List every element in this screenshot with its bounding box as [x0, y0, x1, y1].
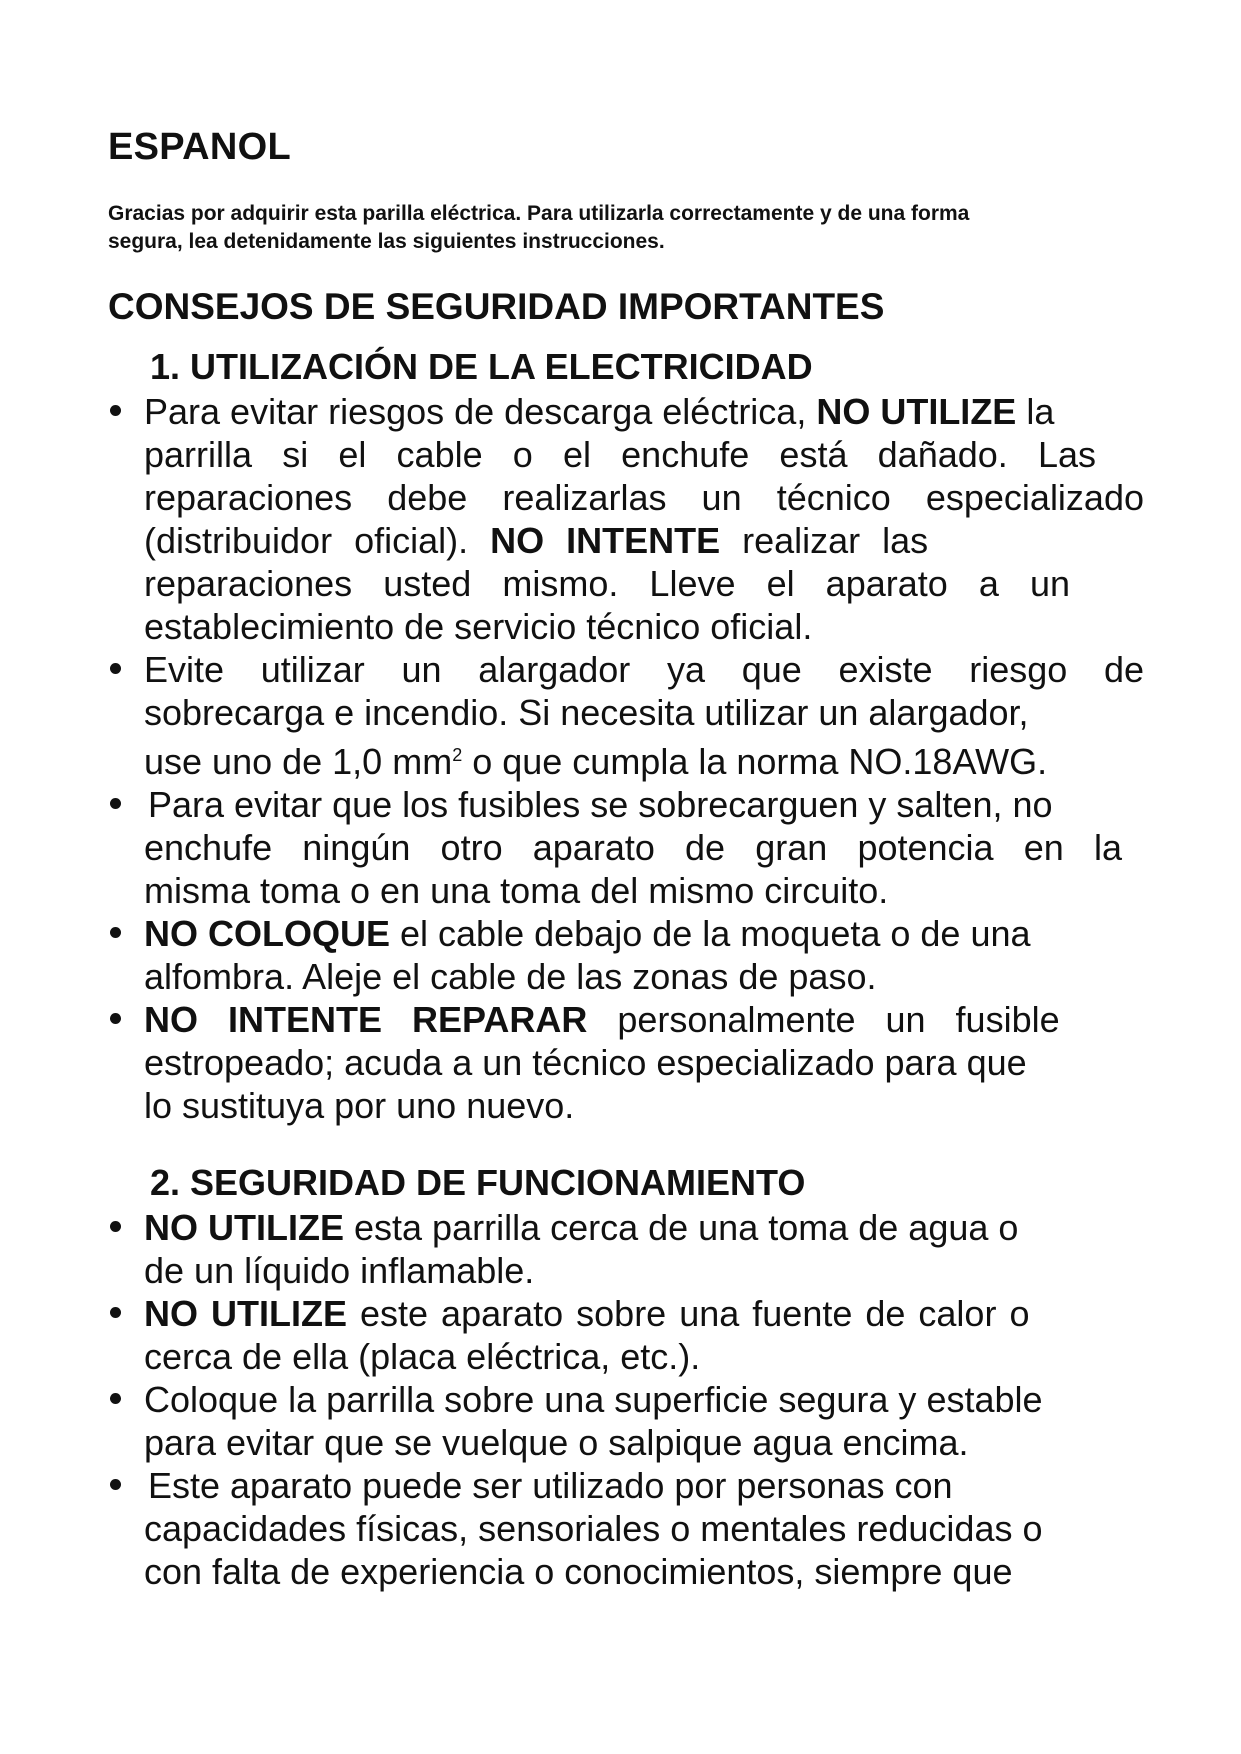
bullet-list-electricity	[106, 390, 1146, 1127]
list-item	[106, 1292, 1146, 1378]
text-line: reparaciones debe realizarlas un técnico especializado	[144, 477, 1144, 518]
text-line: (distribuidor oficial). NO INTENTE realizar las	[144, 520, 929, 561]
bullet-icon	[110, 1221, 121, 1232]
bullet-icon	[110, 1013, 121, 1024]
list-item	[106, 912, 1146, 998]
text-line: estropeado; acuda a un técnico especializado para que	[144, 1042, 1027, 1083]
text-line: parrilla si el cable o el enchufe está dañado. Las	[144, 434, 1096, 475]
text-line: con falta de experiencia o conocimientos, siempre que	[144, 1551, 1013, 1592]
text-line: Evite utilizar un alargador ya que existe riesgo de	[144, 649, 1144, 690]
bullet-list-operation	[106, 1206, 1146, 1593]
text-line: NO UTILIZE este aparato sobre una fuente de calor o	[144, 1293, 1030, 1334]
text-line: cerca de ella (placa eléctrica, etc.).	[144, 1336, 701, 1377]
bullet-icon	[110, 927, 121, 938]
text-line: para evitar que se vuelque o salpique agua encima.	[144, 1422, 969, 1463]
text-line: establecimiento de servicio técnico oficial.	[144, 606, 813, 647]
list-item	[106, 390, 1146, 648]
text-line: capacidades físicas, sensoriales o mentales reducidas o	[144, 1508, 1043, 1549]
bullet-icon	[110, 1307, 121, 1318]
text-line: misma toma o en una toma del mismo circuito.	[144, 870, 889, 911]
text-line: Coloque la parrilla sobre una superficie segura y estable	[144, 1379, 1043, 1420]
language-heading: ESPANOL	[108, 126, 291, 168]
list-item	[106, 1378, 1146, 1464]
text-line: NO UTILIZE esta parrilla cerca de una toma de agua o	[144, 1207, 1019, 1248]
list-item	[106, 998, 1146, 1127]
bullet-icon	[110, 405, 121, 416]
text-line: NO INTENTE REPARAR personalmente un fusible	[144, 999, 1060, 1040]
text-line: sobrecarga e incendio. Si necesita utilizar un alargador,	[144, 692, 1029, 733]
text-line: Para evitar que los fusibles se sobrecarguen y salten, no	[148, 784, 1053, 825]
bullet-icon	[110, 798, 121, 809]
list-item	[106, 1464, 1146, 1593]
list-item	[106, 648, 1146, 783]
text-line: alfombra. Aleje el cable de las zonas de paso.	[144, 956, 877, 997]
bullet-icon	[110, 1479, 121, 1490]
text-line: use uno de 1,0 $mm^2$ o que cumpla la norma NO.18AWG.	[144, 741, 1048, 782]
text-line: NO COLOQUE el cable debajo de la moqueta o de una	[144, 913, 1031, 954]
text-line: reparaciones usted mismo. Lleve el aparato a un	[144, 563, 1070, 604]
subsection-title-electricity: 1. UTILIZACIÓN DE LA ELECTRICIDAD	[150, 346, 813, 387]
subsection-title-operation: 2. SEGURIDAD DE FUNCIONAMIENTO	[150, 1162, 806, 1203]
bullet-icon	[110, 663, 121, 674]
section-heading: CONSEJOS DE SEGURIDAD IMPORTANTES	[108, 286, 885, 327]
intro-paragraph	[108, 200, 1108, 256]
intro-line: Gracias por adquirir esta parilla eléctrica. Para utilizarla correctamente y de una forma	[108, 202, 970, 225]
text-line: lo sustituya por uno nuevo.	[144, 1085, 575, 1126]
text-line: de un líquido inflamable.	[144, 1250, 535, 1291]
text-line: enchufe ningún otro aparato de gran potencia en la	[144, 827, 1122, 868]
list-item	[106, 783, 1146, 912]
text-line: Este aparato puede ser utilizado por personas con	[148, 1465, 953, 1506]
intro-line: segura, lea detenidamente las siguientes instrucciones.	[108, 230, 665, 253]
bullet-icon	[110, 1393, 121, 1404]
text-line: Para evitar riesgos de descarga eléctrica, NO UTILIZE la	[144, 391, 1055, 432]
list-item	[106, 1206, 1146, 1292]
